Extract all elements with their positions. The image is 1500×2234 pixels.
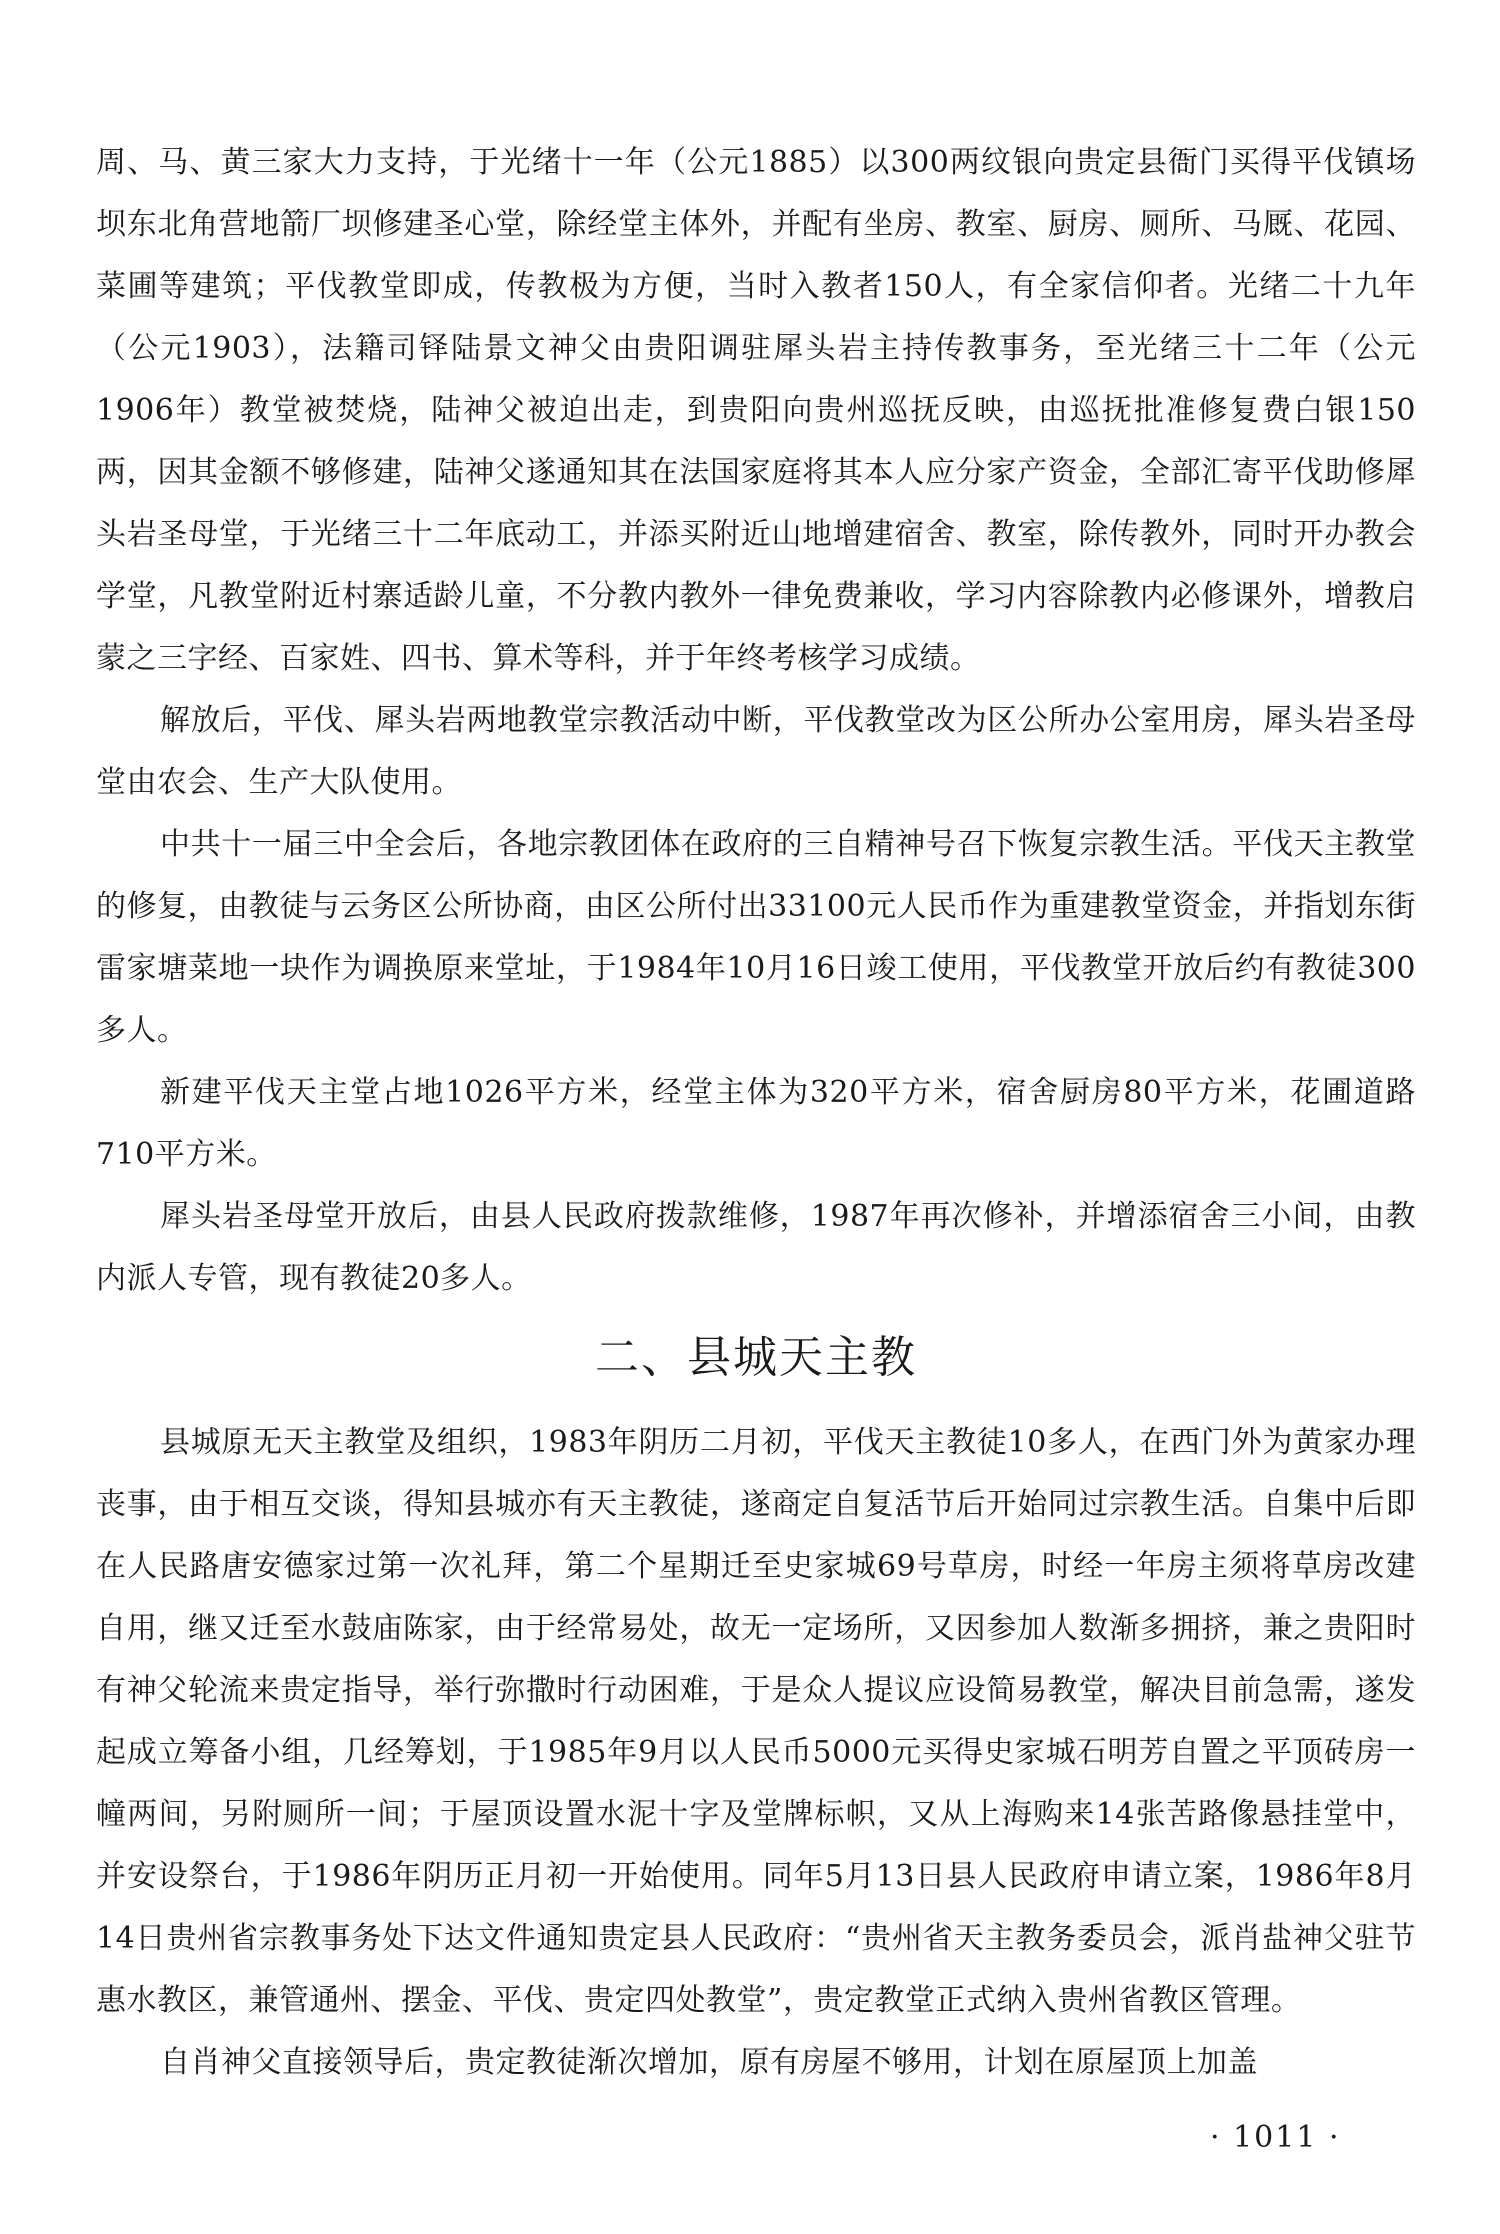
paragraph-after-liberation: 解放后，平伐、犀头岩两地教堂宗教活动中断，平伐教堂改为区公所办公室用房，犀头岩圣母堂由农会、生产大队使用。: [96, 703, 1416, 800]
paragraph-third-plenum: 中共十一届三中全会后，各地宗教团体在政府的三自精神号召下恢复宗教生活。平伐天主教堂的修复，由教徒与云务区公所协商，由区公所付出33100元人民币作为重建教堂资金，并指划东街雷家塘菜地一块作为调换原来堂址，于1984年10月16日竣工使用，平伐教堂开放后约有教徒300多人。: [96, 827, 1416, 1048]
page-number: · 1011 ·: [1210, 2120, 1341, 2155]
page-content: [96, 132, 1416, 2094]
section-heading: 二、县城天主教: [595, 1332, 917, 1383]
paragraph-county-catholic: 县城原无天主教堂及组织，1983年阴历二月初，平伐天主教徒10多人，在西门外为黄家办理丧事，由于相互交谈，得知县城亦有天主教徒，遂商定自复活节后开始同过宗教生活。自集中后即在人民路唐安德家过第一次礼拜，第二个星期迁至史家城69号草房，时经一年房主须将草房改建自用，继又迁至水鼓庙陈家，由于经常易处，故无一定场所，又因参加人数渐多拥挤，兼之贵阳时有神父轮流来贵定指导，举行弥撒时行动困难，于是众人提议应设简易教堂，解决目前急需，遂发起成立筹备小组，几经筹划，于1985年9月以人民币5000元买得史家城石明芳自置之平顶砖房一幢两间，另附厕所一间；于屋顶设置水泥十字及堂牌标帜，又从上海购来14张苦路像悬挂堂中，并安设祭台，于1986年阴历正月初一开始使用。同年5月13日县人民政府申请立案，1986年8月14日贵州省宗教事务处下达文件通知贵定县人民政府：“贵州省天主教务委员会，派肖盐神父驻节惠水教区，兼管通州、摆金、平伐、贵定四处教堂”，贵定教堂正式纳入贵州省教区管理。: [96, 1425, 1416, 2018]
paragraph-new-church-area: 新建平伐天主堂占地1026平方米，经堂主体为320平方米，宿舍厨房80平方米，花圃道路710平方米。: [96, 1075, 1416, 1172]
paragraph-father-xiao: 自肖神父直接领导后，贵定教徒渐次增加，原有房屋不够用，计划在原屋顶上加盖: [160, 2045, 1258, 2080]
paragraph-continued: 周、马、黄三家大力支持，于光绪十一年（公元1885）以300两纹银向贵定县衙门买得平伐镇场坝东北角营地箭厂坝修建圣心堂，除经堂主体外，并配有坐房、教室、厨房、厕所、马厩、花园、菜圃等建筑；平伐教堂即成，传教极为方便，当时入教者150人，有全家信仰者。光绪二十九年（公元1903），法籍司铎陆景文神父由贵阳调驻犀头岩主持传教事务，至光绪三十二年（公元1906年）教堂被焚烧，陆神父被迫出走，到贵阳向贵州巡抚反映，由巡抚批准修复费白银150两，因其金额不够修建，陆神父遂通知其在法国家庭将其本人应分家产资金，全部汇寄平伐助修犀头岩圣母堂，于光绪三十二年底动工，并添买附近山地增建宿舍、教室，除传教外，同时开办教会学堂，凡教堂附近村寨适龄儿童，不分教内教外一律免费兼收，学习内容除教内必修课外，增教启蒙之三字经、百家姓、四书、算术等科，并于年终考核学习成绩。: [96, 145, 1416, 676]
paragraph-xitouyan-church: 犀头岩圣母堂开放后，由县人民政府拨款维修，1987年再次修补，并增添宿舍三小间，由教内派人专管，现有教徒20多人。: [96, 1199, 1416, 1296]
